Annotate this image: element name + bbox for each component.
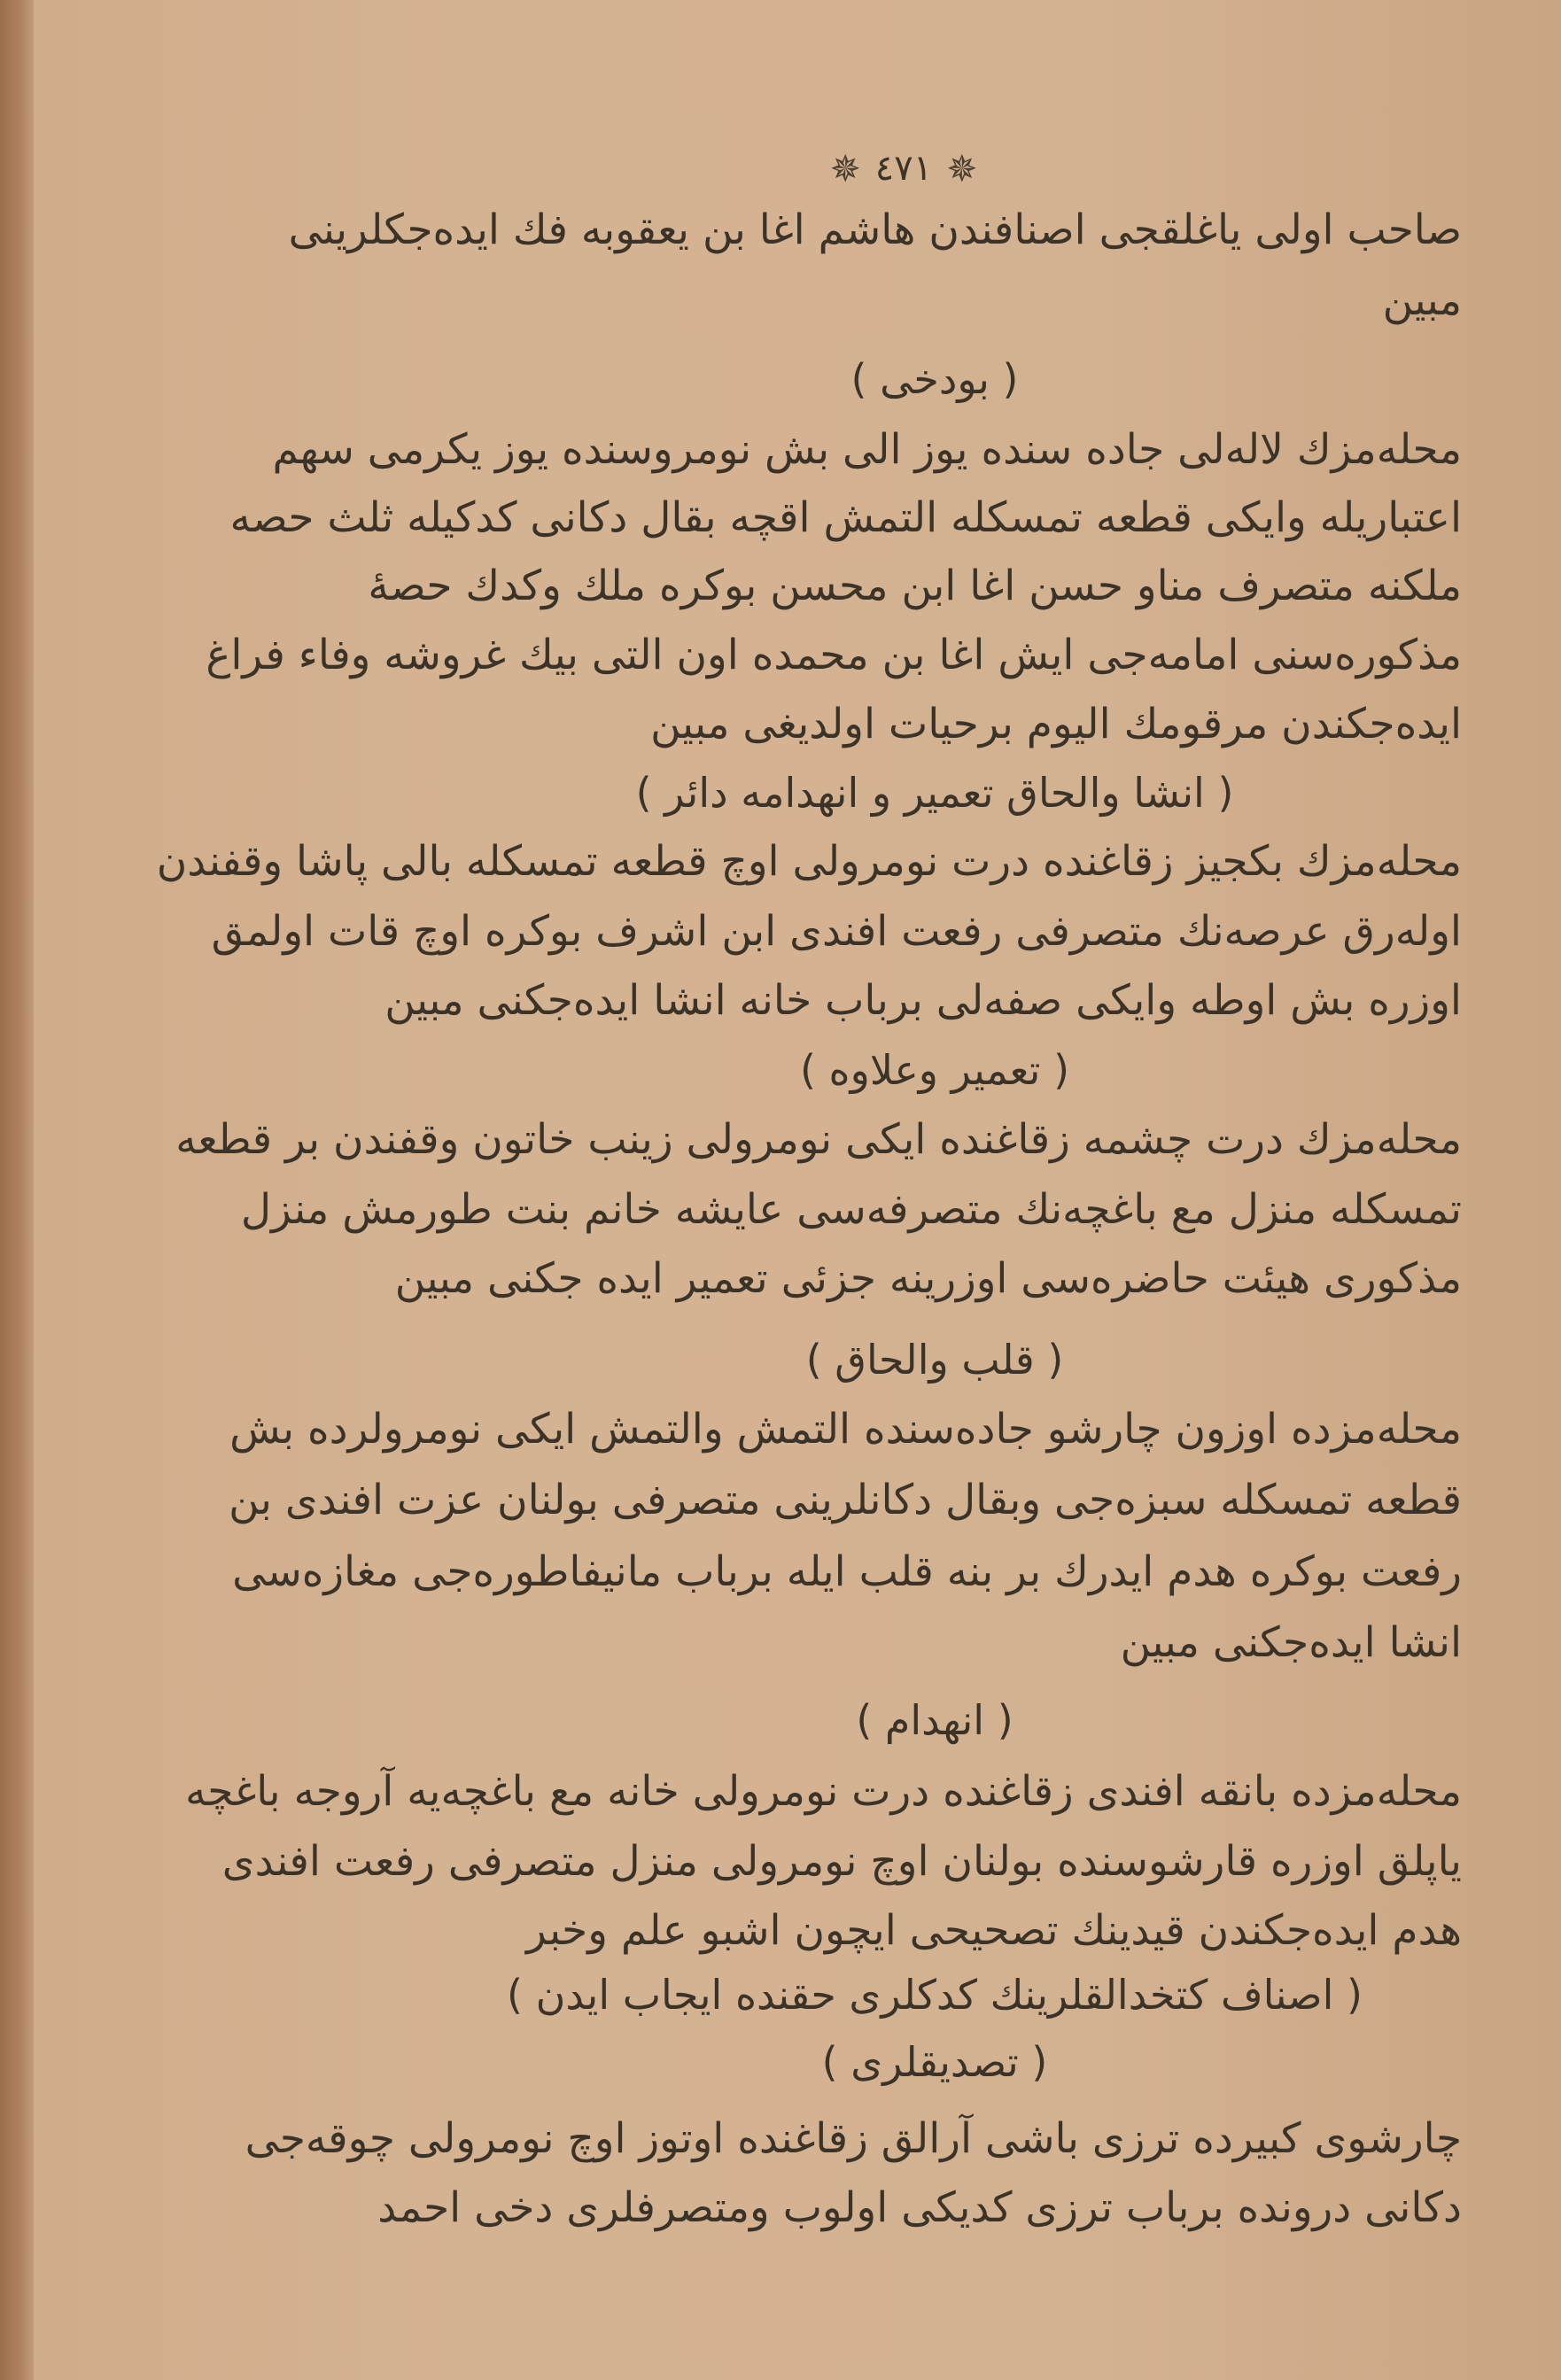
text-line: محله‌مزك لاله‌لی جاده سنده یوز الی بش نومروسنده یوز یکرمی سهم — [272, 425, 1462, 474]
ornament-icon: ✵ — [946, 146, 978, 190]
text-line: محله‌مزده اوزون چارشو جاده‌سنده التمش والتمش ایکی نومرولرده بش — [229, 1405, 1462, 1454]
document-body — [156, 0, 1462, 2380]
text-line: محله‌مزده بانقه افندی زقاغنده درت نومرولی خانه مع باغچه‌یه آروجه باغچه — [185, 1767, 1462, 1816]
text-line: اوله‌رق عرصه‌نك متصرفی رفعت افندی ابن اشرف بوکره اوچ قات اولمق — [211, 907, 1462, 956]
text-line: تمسکله منزل مع باغچه‌نك متصرفه‌سی عایشه خانم بنت طورمش منزل — [240, 1185, 1462, 1234]
section-heading: ( اصناف کتخدالقلرینك کدکلری حقنده ایجاب ایدن ) — [507, 1971, 1363, 2019]
text-line: مبین — [1382, 276, 1462, 325]
text-line: مذکوری هیئت حاضره‌سی اوزرینه جزئی تعمیر ایده جکنی مبین — [394, 1254, 1462, 1303]
text-line: رفعت بوکره هدم ایدرك بر بنه قلب ایله برباب مانیفاطوره‌جی مغازه‌سی — [232, 1547, 1462, 1596]
text-line: ایده‌جکندن مرقومك الیوم برحیات اولدیغی مبین — [650, 700, 1462, 748]
text-line: اعتباریله وایکی قطعه تمسکله التمش اقچه بقال دکانی کدکیله ثلث حصه — [229, 493, 1462, 542]
text-line: هدم ایده‌جکندن قیدینك تصحیحی ایچون اشبو علم وخبر — [526, 1906, 1462, 1955]
section-heading: ( بودخی ) — [850, 355, 1019, 403]
text-line: مذکوره‌سنی امامه‌جی ایش اغا بن محمده اون التی بیك غروشه وفاء فراغ — [206, 631, 1462, 679]
text-line: قطعه تمسکله سبزه‌جی وبقال دکانلرینی متصرفی بولنان عزت افندی بن — [229, 1476, 1462, 1524]
text-line: یاپلق اوزره قارشوسنده بولنان اوچ نومرولی منزل متصرفی رفعت افندی — [221, 1837, 1462, 1886]
section-heading: ( انشا والحاق تعمیر و انهدامه دائر ) — [635, 769, 1234, 817]
text-line: محله‌مزك بکجیز زقاغنده درت نومرولی اوچ قطعه تمسکله بالی پاشا وقفندن — [156, 837, 1462, 886]
book-binding-edge — [0, 0, 34, 2380]
text-line: محله‌مزك درت چشمه زقاغنده ایکی نومرولی زینب خاتون وقفندن بر قطعه — [175, 1115, 1462, 1164]
text-line: چارشوی کبیرده ترزی باشی آرالق زقاغنده اوتوز اوچ نومرولی چوقه‌جی — [245, 2114, 1462, 2163]
section-heading: ( تعمیر وعلاوه ) — [799, 1046, 1070, 1094]
section-heading: ( انهدام ) — [856, 1696, 1013, 1744]
page-number: ٤٧١ — [874, 148, 933, 189]
text-line: اوزره بش اوطه وایکی صفه‌لی برباب خانه انشا ایده‌جکنی مبین — [384, 976, 1462, 1025]
text-line: دکانی درونده برباب ترزی کدیکی اولوب ومتصرفلری دخی احمد — [377, 2183, 1462, 2232]
text-line: انشا ایده‌جکنی مبین — [1120, 1618, 1462, 1667]
text-line: صاحب اولی یاغلقجی اصنافندن هاشم اغا بن یعقوبه فك ایده‌جکلرینی — [288, 205, 1462, 254]
ornament-icon: ✵ — [829, 146, 861, 190]
section-heading: ( تصدیقلری ) — [821, 2038, 1048, 2086]
text-line: ملکنه متصرف مناو حسن اغا ابن محسن بوکره ملك وکدك حصهٔ — [368, 562, 1462, 610]
section-heading: ( قلب والحاق ) — [805, 1336, 1064, 1384]
